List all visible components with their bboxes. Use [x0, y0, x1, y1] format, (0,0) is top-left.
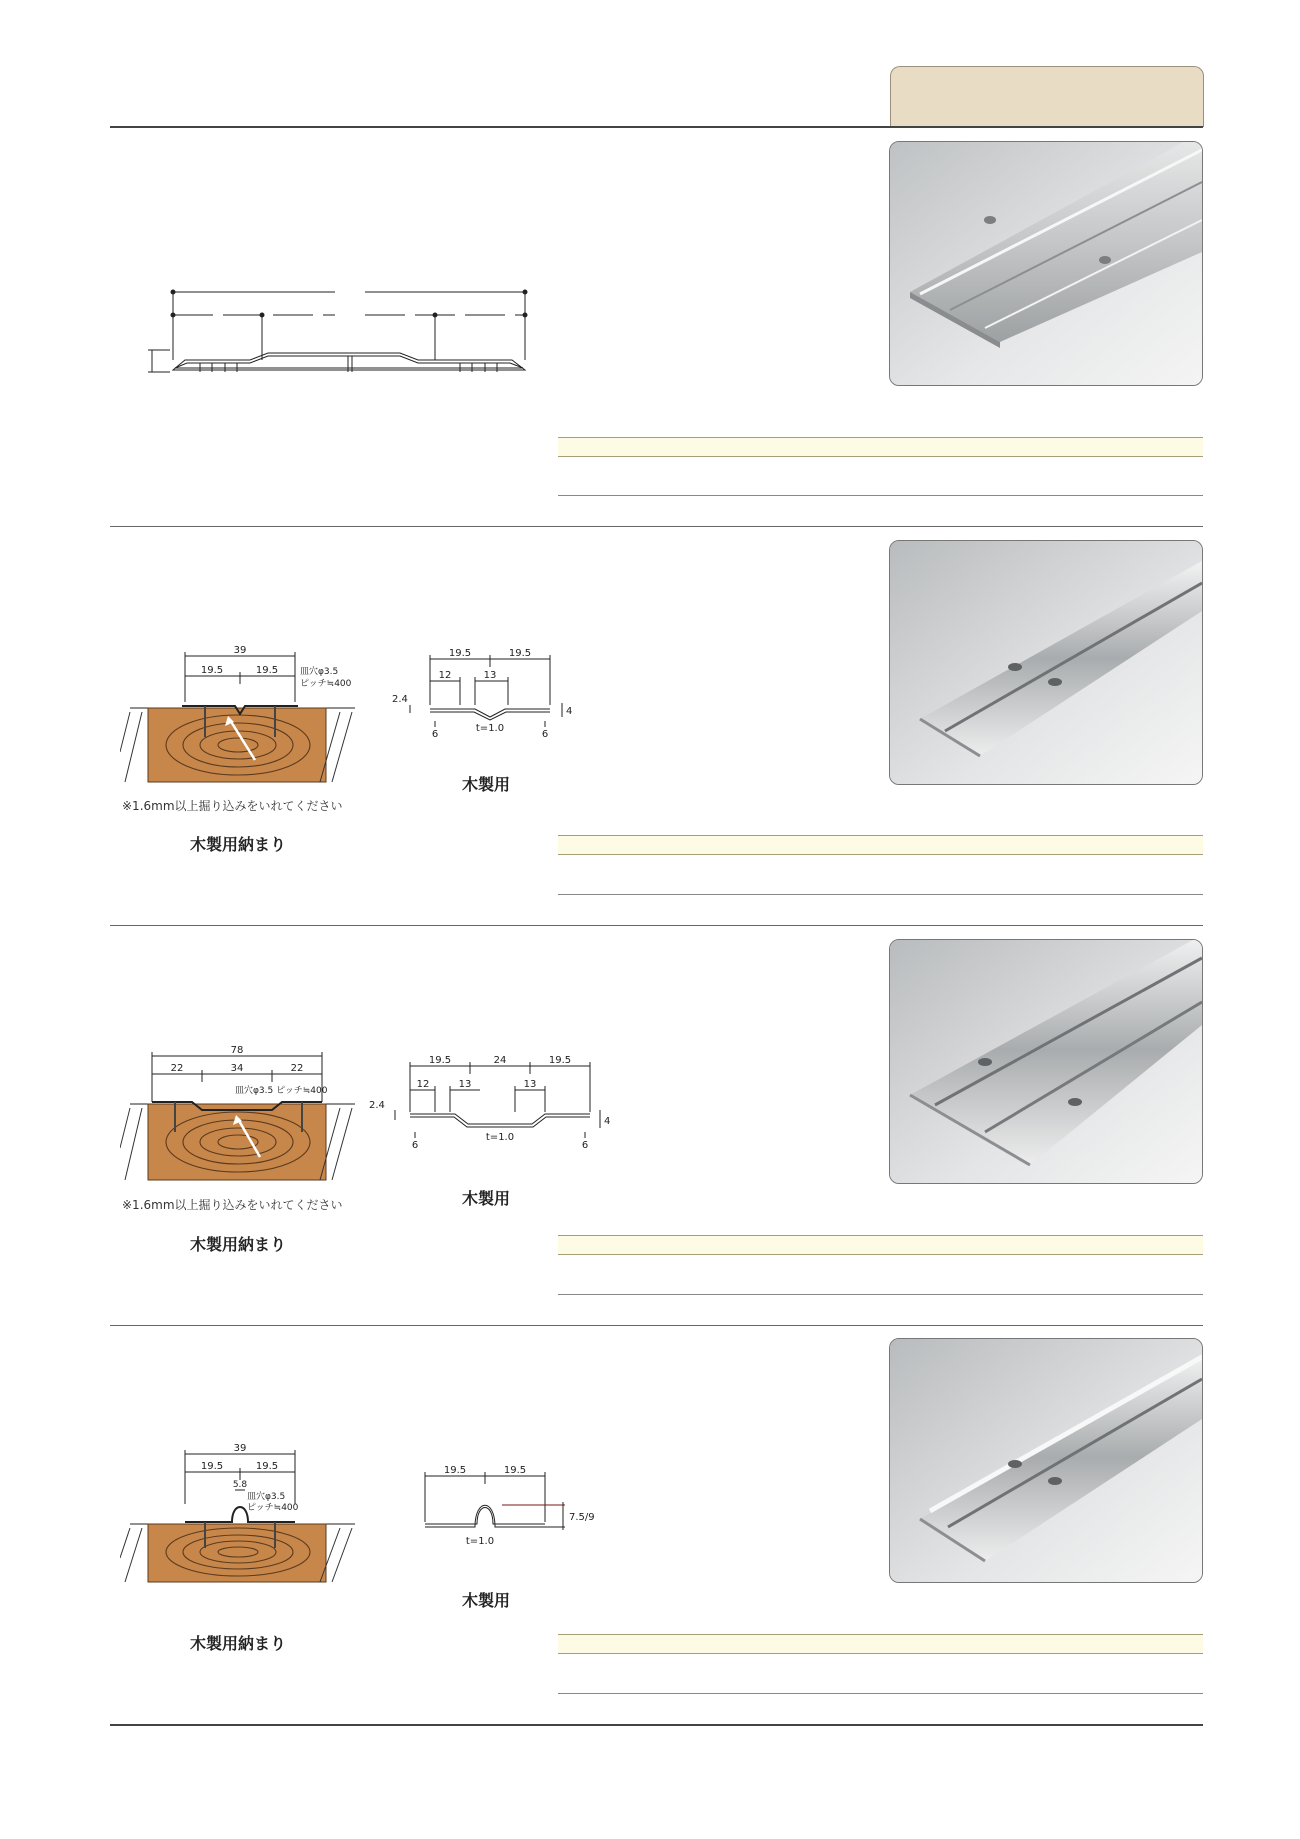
profile-thickness: t=1.0 — [485, 1132, 515, 1143]
profile-thickness: t=1.0 — [465, 1536, 495, 1547]
profile-dim-top-left: 19.5 — [448, 648, 472, 659]
section-divider-1 — [110, 526, 1203, 527]
profile-dim-mid-center: 13 — [458, 1079, 472, 1090]
inst-screw-note-2: ピッチ≒400 — [300, 679, 352, 689]
profile-dim-mid-right: 13 — [523, 1079, 537, 1090]
section-2-installation — [120, 642, 370, 796]
section-divider-2 — [110, 925, 1203, 926]
product-photo-1 — [889, 141, 1203, 386]
spec-table-bottom-1 — [558, 495, 1203, 496]
profile-dim-mid-left: 12 — [416, 1079, 430, 1090]
profile-bottom-right: 6 — [541, 729, 549, 740]
section-4-installation — [120, 1440, 370, 1594]
inst-dim-total: 39 — [233, 645, 247, 656]
spec-table-header-1 — [558, 437, 1203, 457]
aluminum-profile-photo-icon — [890, 142, 1202, 385]
profile-height-right: 4 — [566, 706, 573, 717]
profile-height-right: 7.5/9 — [569, 1512, 595, 1523]
section-tab — [890, 66, 1204, 127]
profile-drawing-wide — [365, 1052, 615, 1162]
profile-dim-top-left: 19.5 — [443, 1465, 467, 1476]
installation-note-3: ※1.6mm以上掘り込みをいれてください — [122, 1198, 343, 1212]
product-photo-2 — [889, 540, 1203, 785]
inst-screw-note-1: 皿穴φ3.5 — [300, 667, 339, 677]
inst-dim-left: 22 — [170, 1063, 184, 1074]
inst-dim-right: 19.5 — [255, 1461, 279, 1472]
stainless-v-profile-photo-icon — [890, 541, 1202, 784]
profile-dim-mid-left: 12 — [438, 670, 452, 681]
spec-table-header-3 — [558, 1235, 1203, 1255]
installation-caption-4: 木製用納まり — [190, 1634, 287, 1653]
profile-height-right: 4 — [604, 1116, 611, 1127]
section-1-diagram — [140, 280, 540, 394]
spec-table-bottom-3 — [558, 1294, 1203, 1295]
profile-bottom-right: 6 — [581, 1140, 589, 1151]
profile-dim-mid-center: 13 — [483, 670, 497, 681]
inst-dim-right: 22 — [290, 1063, 304, 1074]
installation-caption-2: 木製用納まり — [190, 835, 287, 854]
product-photo-4 — [889, 1338, 1203, 1583]
profile-dim-top-left: 19.5 — [428, 1055, 452, 1066]
inst-dim-left: 19.5 — [200, 1461, 224, 1472]
footer-rule — [110, 1724, 1203, 1726]
profile-bottom-left: 6 — [411, 1140, 419, 1151]
inst-dim-total: 78 — [230, 1045, 244, 1056]
profile-dim-top-right: 19.5 — [548, 1055, 572, 1066]
stainless-ridge-profile-photo-icon — [890, 1339, 1202, 1582]
installation-drawing — [120, 642, 370, 792]
installation-note-2: ※1.6mm以上掘り込みをいれてください — [122, 799, 343, 813]
inst-dim-left: 19.5 — [200, 665, 224, 676]
profile-dim-top-right: 19.5 — [503, 1465, 527, 1476]
spec-table-header-4 — [558, 1634, 1203, 1654]
inst-screw-note-2: ピッチ≒400 — [247, 1503, 299, 1513]
installation-drawing-ridge — [120, 1440, 370, 1590]
inst-dim-right: 19.5 — [255, 665, 279, 676]
header-rule — [110, 126, 1203, 128]
stainless-wide-profile-photo-icon — [890, 940, 1202, 1183]
section-4-profile — [405, 1462, 625, 1566]
profile-bottom-left: 6 — [431, 729, 439, 740]
installation-caption-3: 木製用納まり — [190, 1235, 287, 1254]
profile-drawing — [390, 645, 590, 745]
installation-drawing-wide — [120, 1042, 370, 1192]
profile-thickness: t=1.0 — [475, 723, 505, 734]
inst-center-dim: 5.8 — [232, 1480, 248, 1490]
inst-screw-note: 皿穴φ3.5 ピッチ≒400 — [235, 1086, 328, 1096]
profile-dim-top-center: 24 — [493, 1055, 507, 1066]
profile-caption-3: 木製用 — [462, 1189, 511, 1208]
section-3-installation — [120, 1042, 370, 1196]
profile-caption-2: 木製用 — [462, 775, 511, 794]
profile-caption-4: 木製用 — [462, 1591, 511, 1610]
spec-table-header-2 — [558, 835, 1203, 855]
flat-profile-drawing — [140, 280, 540, 390]
profile-height-left: 2.4 — [392, 694, 408, 705]
profile-height-left: 2.4 — [369, 1100, 385, 1111]
section-3-profile — [365, 1052, 615, 1166]
profile-drawing-ridge — [405, 1462, 625, 1562]
section-divider-3 — [110, 1325, 1203, 1326]
inst-dim-center: 34 — [230, 1063, 244, 1074]
spec-table-bottom-4 — [558, 1693, 1203, 1694]
section-2-profile — [390, 645, 590, 749]
product-photo-3 — [889, 939, 1203, 1184]
spec-table-bottom-2 — [558, 894, 1203, 895]
profile-dim-top-right: 19.5 — [508, 648, 532, 659]
inst-screw-note-1: 皿穴φ3.5 — [247, 1492, 286, 1502]
inst-dim-total: 39 — [233, 1443, 247, 1454]
